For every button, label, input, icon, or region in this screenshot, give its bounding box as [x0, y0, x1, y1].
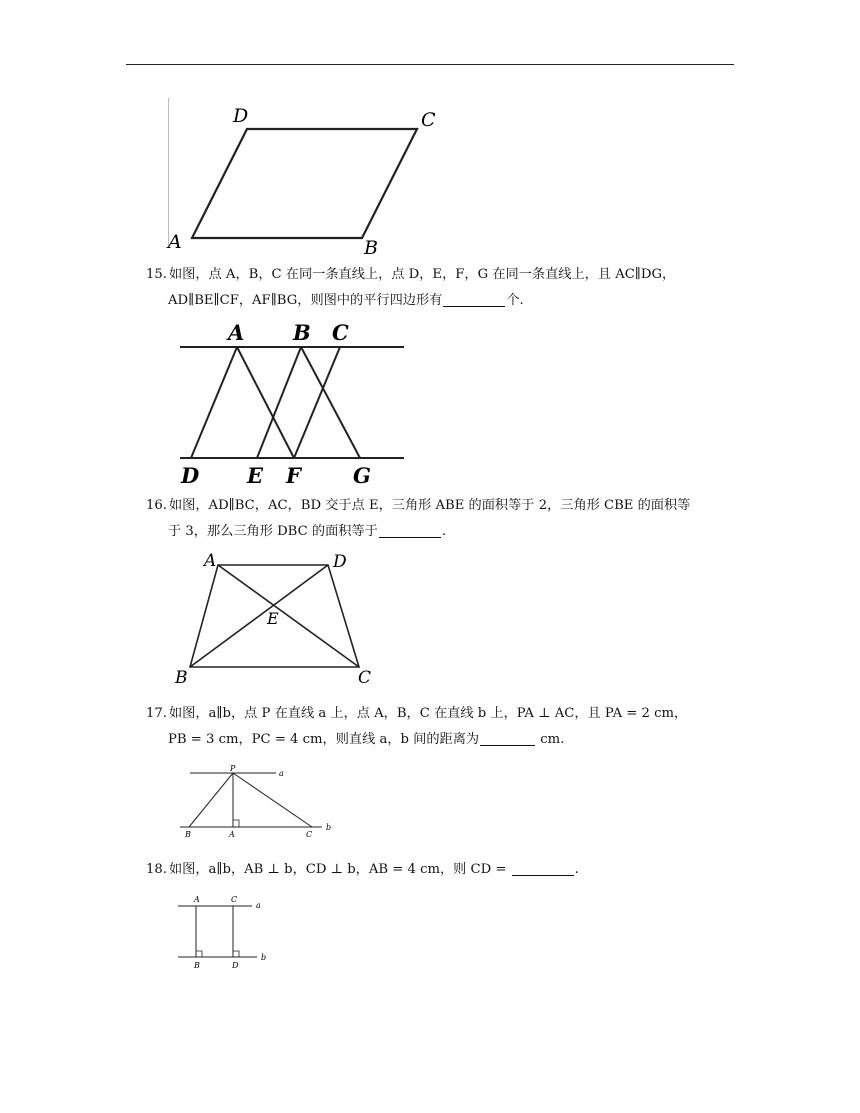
answer-blank[interactable] — [512, 861, 574, 876]
question-text-line1: 如图，点 A，B，C 在同一条直线上，点 D，E，F，G 在同一条直线上，且 AC∥DG， — [168, 267, 676, 282]
question-text-line1: 如图，a∥b，AB ⊥ b，CD ⊥ b，AB = 4 cm，则 CD = — [168, 862, 511, 877]
label-A: A — [229, 830, 235, 839]
label-B: B — [175, 668, 188, 688]
label-D: D — [232, 961, 239, 970]
question-17 — [146, 701, 741, 753]
figure-parallelogram — [160, 96, 460, 258]
question-text-line2-end: 个. — [506, 293, 524, 308]
answer-blank[interactable] — [480, 731, 535, 746]
question-number: 15. — [146, 267, 167, 282]
answer-blank[interactable] — [379, 523, 441, 538]
label-A: A — [204, 551, 217, 571]
label-D: D — [233, 105, 249, 127]
figure-parallel-lines — [170, 318, 415, 488]
label-P: P — [230, 764, 236, 773]
label-b: b — [261, 953, 267, 962]
question-text-line2: AD∥BE∥CF，AF∥BG，则图中的平行四边形有 — [168, 293, 443, 308]
figure-trapezoid — [170, 548, 380, 688]
question-text-line1: 如图，a∥b，点 P 在直线 a 上，点 A，B，C 在直线 b 上，PA ⊥ AC，且 PA = 2 cm， — [168, 706, 688, 721]
label-G: G — [353, 463, 371, 488]
label-B: B — [185, 830, 191, 839]
label-C: C — [358, 668, 372, 688]
label-D: D — [181, 463, 200, 488]
label-b: b — [326, 823, 332, 832]
question-text-line2-end: cm. — [536, 732, 565, 747]
label-B: B — [194, 961, 200, 970]
question-text-line1: 如图，AD∥BC，AC，BD 交于点 E，三角形 ABE 的面积等于 2，三角形 CBE 的面积等 — [168, 498, 691, 513]
label-E: E — [267, 609, 279, 628]
label-F: F — [286, 463, 301, 488]
question-text-line2-end: . — [441, 524, 447, 539]
question-18 — [146, 857, 741, 883]
label-a: a — [279, 769, 284, 778]
label-B: B — [364, 237, 378, 259]
label-A: A — [228, 320, 245, 345]
label-A: A — [168, 231, 182, 253]
label-a: a — [256, 901, 261, 910]
question-16 — [146, 493, 741, 545]
label-B: B — [293, 320, 311, 345]
question-number: 16. — [146, 498, 167, 513]
answer-blank[interactable] — [443, 292, 505, 307]
question-text-line2: 于 3，那么三角形 DBC 的面积等于 — [168, 524, 378, 539]
figure-two-perpendiculars — [172, 890, 282, 975]
question-number: 17. — [146, 706, 167, 721]
question-15 — [146, 262, 741, 314]
figure-perpendicular-distance — [172, 762, 342, 844]
label-C: C — [332, 320, 349, 345]
header-rule — [126, 64, 734, 65]
label-C: C — [421, 109, 436, 131]
label-D: D — [333, 552, 347, 572]
label-C: C — [231, 895, 238, 904]
label-A: A — [194, 895, 200, 904]
label-E: E — [247, 463, 264, 488]
label-C: C — [306, 830, 313, 839]
question-text-line1-end: . — [574, 862, 579, 877]
question-number: 18. — [146, 862, 167, 877]
question-text-line2: PB = 3 cm，PC = 4 cm，则直线 a，b 间的距离为 — [168, 732, 480, 747]
